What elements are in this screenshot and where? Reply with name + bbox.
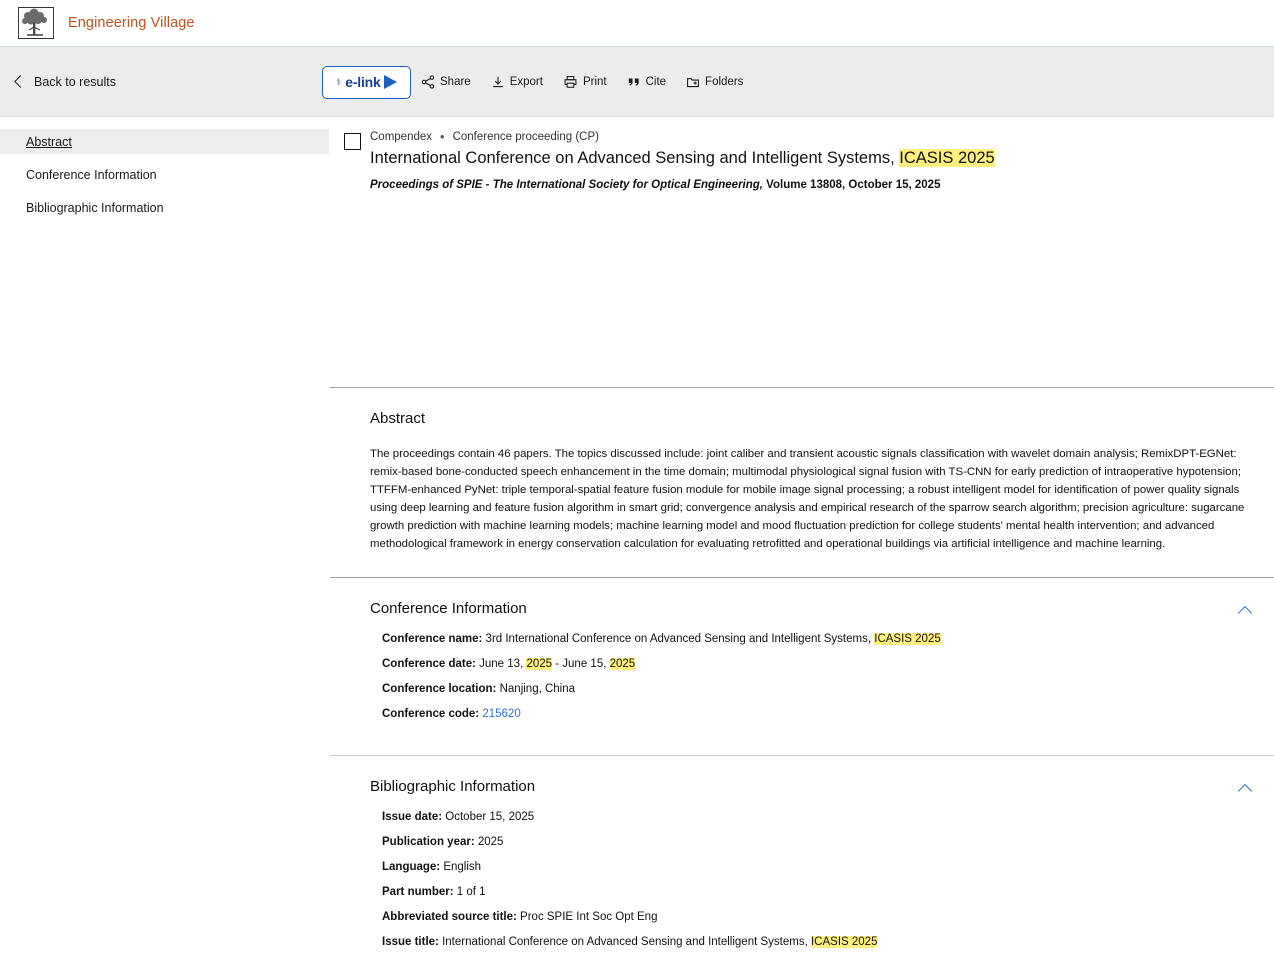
bibliographic-section-header (370, 756, 1258, 796)
field-value-highlight: ICASIS 2025 (810, 936, 878, 949)
sidebar-item-label: Abstract (26, 134, 72, 149)
record-header (330, 117, 1274, 191)
field-label: Language: (382, 861, 441, 874)
sidebar-item-label: Conference Information (26, 167, 157, 182)
field-conference-name (382, 632, 1258, 647)
elink-button[interactable] (322, 66, 411, 99)
field-issue-date (382, 810, 1258, 825)
field-label: Issue date: (382, 811, 443, 824)
field-publication-year (382, 835, 1258, 850)
field-value-highlight: 2025 (526, 657, 553, 670)
folders-button[interactable] (676, 67, 753, 97)
field-language (382, 860, 1258, 875)
field-issue-title (382, 935, 1258, 950)
back-to-results-button[interactable] (16, 75, 236, 89)
field-label: Issue title: (382, 936, 439, 949)
field-label: Publication year: (382, 836, 475, 849)
abstract-section (330, 410, 1274, 553)
print-label: Print (582, 76, 607, 88)
field-value: 2025 (477, 836, 504, 849)
cite-button[interactable] (617, 67, 676, 97)
layout-spacer (330, 191, 1274, 387)
field-value: Nanjing, China (499, 682, 576, 695)
field-value: 3rd International Conference on Advanced Sensing and Intelligent Systems, (485, 632, 872, 645)
export-label: Export (509, 76, 543, 88)
record-source-detail: Volume 13808, October 15, 2025 (762, 178, 941, 191)
toolbar-actions (322, 47, 753, 117)
record-title-text: International Conference on Advanced Sensing and Intelligent Systems, (370, 149, 895, 167)
section-nav-sidebar (0, 117, 330, 220)
field-label: Conference date: (382, 657, 476, 670)
field-label: Part number: (382, 886, 454, 899)
elink-arrow-icon (384, 75, 397, 89)
conference-heading: Conference Information (370, 599, 527, 617)
abstract-text: The proceedings contain 46 papers. The topics discussed include: joint caliber and transient acoustic signals classification with wavelet domain analysis; RemixDPT-EGNet: remix-based bone-conducted speech enhancement in the time domain; multimodal physiological signal fusion with TS-CNN for early prediction of intraoperative hypotension; TTFFM-enhanced PyNet: triple temporal-spatial feature fusion module for mobile image signal processing; a robust intelligent model for identification of power quality signals using deep learning and feature fusion algorithm in smart grid; convergence analysis and empirical research of the sparrow search algorithm; precision agriculture: sugarcane growth prediction with machine learning models; machine learning model and mood fluctuation prediction for college students' mental health intervention; and advanced methodological framework in energy conservation calculation for evaluating retrofitted and operational buildings via artificial intelligence and machine learning. (370, 447, 1245, 550)
layout-spacer (330, 553, 1274, 577)
separator-dot-icon: • (440, 129, 445, 144)
cite-label: Cite (645, 76, 667, 88)
field-conference-date (382, 657, 1258, 672)
folders-label: Folders (705, 76, 744, 88)
database-label: Compendex (370, 130, 433, 143)
brand-header (0, 0, 1274, 47)
field-label: Conference name: (382, 632, 483, 645)
elink-glyph-icon: ⚕ (336, 76, 342, 87)
conference-section-header (370, 578, 1258, 618)
chevron-up-icon[interactable] (1238, 606, 1252, 620)
record-source-title: Proceedings of SPIE - The International Society for Optical Engineering, (370, 178, 763, 191)
tree-logo-icon (18, 7, 54, 39)
field-part-number (382, 885, 1258, 900)
sidebar-item-label: Bibliographic Information (26, 200, 164, 215)
field-value-highlight: ICASIS 2025 (874, 632, 941, 645)
doctype-label: Conference proceeding (CP) (452, 130, 599, 143)
sidebar-item-conference-information[interactable] (0, 162, 329, 187)
bibliographic-heading: Bibliographic Information (370, 778, 536, 796)
field-value: 1 of 1 (456, 886, 486, 899)
brand-name: Engineering Village (68, 15, 195, 31)
field-conference-location (382, 682, 1258, 697)
share-button[interactable] (411, 67, 481, 97)
record-select-checkbox[interactable] (344, 133, 361, 150)
field-value: June 13, (479, 657, 524, 670)
record-source (370, 179, 995, 191)
bibliographic-fields (370, 810, 1258, 950)
field-value: English (443, 861, 482, 874)
folder-icon (686, 75, 700, 89)
conference-information-section (330, 578, 1274, 722)
field-conference-code (382, 707, 1258, 722)
field-value: October 15, 2025 (445, 811, 535, 824)
export-button[interactable] (481, 67, 553, 97)
quote-icon (627, 75, 641, 89)
conference-code-link[interactable]: 215620 (482, 707, 521, 720)
share-label: Share (440, 76, 471, 88)
record-title-highlight: ICASIS 2025 (899, 149, 995, 167)
elink-label: e-link (345, 74, 381, 90)
field-label: Conference location: (382, 682, 497, 695)
field-abbreviated-source-title (382, 910, 1258, 925)
layout-spacer (330, 731, 1274, 755)
field-label: Conference code: (382, 707, 480, 720)
bibliographic-information-section (330, 756, 1274, 950)
field-value-highlight-2: 2025 (609, 657, 636, 670)
record-header-main (370, 130, 995, 191)
action-toolbar (0, 47, 1274, 117)
sidebar-item-bibliographic-information[interactable] (0, 195, 329, 220)
share-icon (421, 75, 435, 89)
download-icon (491, 75, 505, 89)
record-meta (370, 130, 995, 143)
field-value: Proc SPIE Int Soc Opt Eng (520, 911, 658, 924)
record-title (370, 148, 995, 169)
record-detail (330, 117, 1274, 960)
section-divider (330, 387, 1274, 388)
print-button[interactable] (553, 67, 617, 97)
conference-fields (370, 632, 1258, 722)
back-to-results-label: Back to results (34, 74, 116, 89)
field-label: Abbreviated source title: (382, 911, 517, 924)
field-value: International Conference on Advanced Sensing and Intelligent Systems, (442, 936, 808, 949)
printer-icon (563, 75, 578, 89)
sidebar-item-abstract[interactable] (0, 129, 329, 154)
abstract-heading: Abstract (370, 409, 426, 427)
chevron-left-icon (14, 75, 27, 88)
body-layout (0, 117, 1274, 960)
chevron-up-icon[interactable] (1238, 784, 1252, 798)
field-value-2: - June 15, (555, 657, 607, 670)
